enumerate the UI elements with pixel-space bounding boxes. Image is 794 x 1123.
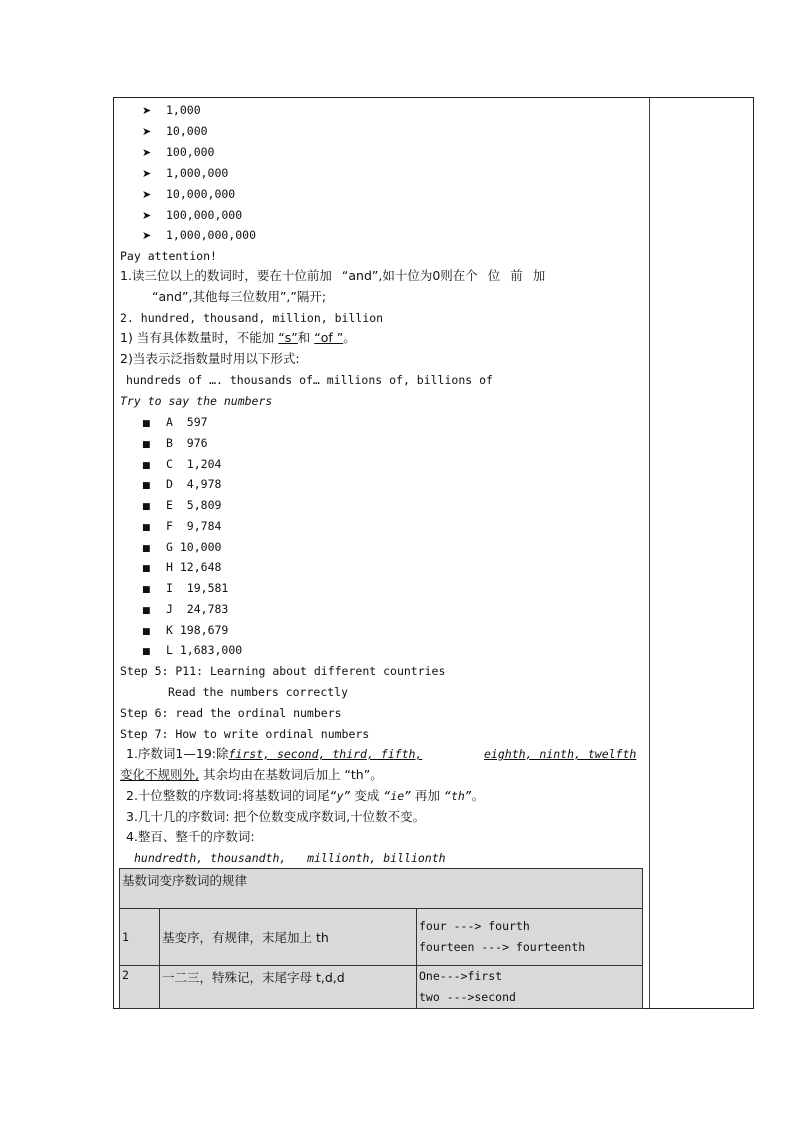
square-bullet-icon: ■ bbox=[142, 419, 151, 429]
list-item: ➤ 1,000,000,000 bbox=[142, 226, 256, 245]
square-bullet-icon: ■ bbox=[142, 502, 151, 512]
rule-2: 2. hundred, thousand, million, billion bbox=[120, 311, 384, 325]
list-item: ➤ 10,000 bbox=[142, 122, 208, 141]
rule-1-line-a: 1.读三位以上的数词时，要在十位前加 “and”,如十位为0则在个 位 前 加 bbox=[120, 268, 546, 283]
square-bullet-icon: ■ bbox=[142, 544, 151, 554]
table-header-row bbox=[120, 869, 643, 909]
square-bullet-icon: ■ bbox=[142, 461, 151, 471]
list-item: ■ C 1,204 bbox=[142, 455, 221, 475]
arrow-icon: ➤ bbox=[142, 188, 152, 201]
rule-1-line-b: “and”,其他每三位数用”,”隔开; bbox=[152, 289, 327, 304]
arrow-icon: ➤ bbox=[142, 146, 152, 159]
ordinal-rule-2: 2.十位整数的序数词:将基数词的词尾“y” 变成 “ie” 再加 “th”。 bbox=[126, 788, 485, 803]
arrow-icon: ➤ bbox=[142, 229, 152, 242]
arrow-icon: ➤ bbox=[142, 209, 152, 222]
list-item: ■ J 24,783 bbox=[142, 600, 228, 620]
pay-attention: Pay attention! bbox=[120, 249, 217, 263]
table-row bbox=[120, 909, 643, 966]
list-item: ■ D 4,978 bbox=[142, 475, 221, 495]
column-divider bbox=[649, 98, 650, 1008]
content-frame bbox=[113, 97, 754, 1009]
step-6: Step 6: read the ordinal numbers bbox=[120, 706, 342, 720]
list-item: ➤ 10,000,000 bbox=[142, 185, 235, 204]
list-item: ■ I 19,581 bbox=[142, 579, 228, 599]
arrow-icon: ➤ bbox=[142, 104, 152, 117]
list-item: ■ L 1,683,000 bbox=[142, 641, 242, 661]
row-examples: four ---> fourth fourteen ---> fourteenth bbox=[417, 909, 643, 966]
list-item: ■ G 10,000 bbox=[142, 538, 221, 558]
row-number: 1 bbox=[120, 909, 160, 966]
try-say-heading: Try to say the numbers bbox=[120, 394, 273, 408]
list-item: ■ A 597 bbox=[142, 413, 208, 433]
ordinal-rule-1-b: 变化不规则外, 其余均由在基数词后加上 “th”。 bbox=[120, 767, 383, 782]
ordinal-rule-1: 1.序数词1—19:除first, second, third, fifth, bbox=[126, 746, 423, 761]
rule-2-1: 1) 当有具体数量时，不能加 “s”和 “of ”。 bbox=[120, 330, 356, 345]
arrow-icon: ➤ bbox=[142, 125, 152, 138]
row-rule: 一二三，特殊记，末尾字母 t,d,d bbox=[160, 966, 417, 1009]
row-examples: One--->first two --->second bbox=[417, 966, 643, 1009]
step-7: Step 7: How to write ordinal numbers bbox=[120, 727, 370, 741]
row-number: 2 bbox=[120, 966, 160, 1009]
list-item: ➤ 1,000,000 bbox=[142, 164, 228, 183]
row-rule: 基变序，有规律，末尾加上 th bbox=[160, 909, 417, 966]
square-bullet-icon: ■ bbox=[142, 481, 151, 491]
ordinal-rule-3: 3.几十几的序数词: 把个位数变成序数词,十位数不变。 bbox=[126, 809, 426, 824]
list-item: ■ E 5,809 bbox=[142, 496, 221, 516]
ordinal-rules-table bbox=[119, 868, 643, 1009]
list-item: ■ H 12,648 bbox=[142, 558, 221, 578]
ordinal-rule-1-words: eighth, ninth, twelfth bbox=[484, 747, 637, 761]
list-item: ➤ 100,000,000 bbox=[142, 206, 242, 225]
list-item: ➤ 1,000 bbox=[142, 101, 201, 120]
step-5-sub: Read the numbers correctly bbox=[168, 685, 349, 699]
square-bullet-icon: ■ bbox=[142, 627, 151, 637]
rule-2-2: 2)当表示泛指数量时用以下形式: bbox=[120, 351, 300, 366]
list-item: ➤ 100,000 bbox=[142, 143, 214, 162]
list-item: ■ K 198,679 bbox=[142, 621, 228, 641]
table-row bbox=[120, 966, 643, 1009]
list-item: ■ F 9,784 bbox=[142, 517, 221, 537]
table-header: 基数词变序数词的规律 bbox=[120, 869, 643, 909]
list-item: ■ B 976 bbox=[142, 434, 208, 454]
square-bullet-icon: ■ bbox=[142, 606, 151, 616]
arrow-icon: ➤ bbox=[142, 167, 152, 180]
square-bullet-icon: ■ bbox=[142, 564, 151, 574]
square-bullet-icon: ■ bbox=[142, 440, 151, 450]
step-5: Step 5: P11: Learning about different countries bbox=[120, 664, 446, 678]
square-bullet-icon: ■ bbox=[142, 523, 151, 533]
square-bullet-icon: ■ bbox=[142, 585, 151, 595]
ordinal-rule-4-examples: hundredth, thousandth, millionth, billionth bbox=[134, 851, 446, 865]
forms-line: hundreds of …. thousands of… millions of, billions of bbox=[126, 373, 493, 387]
ordinal-rule-4: 4.整百、整千的序数词: bbox=[126, 829, 255, 844]
square-bullet-icon: ■ bbox=[142, 647, 151, 657]
